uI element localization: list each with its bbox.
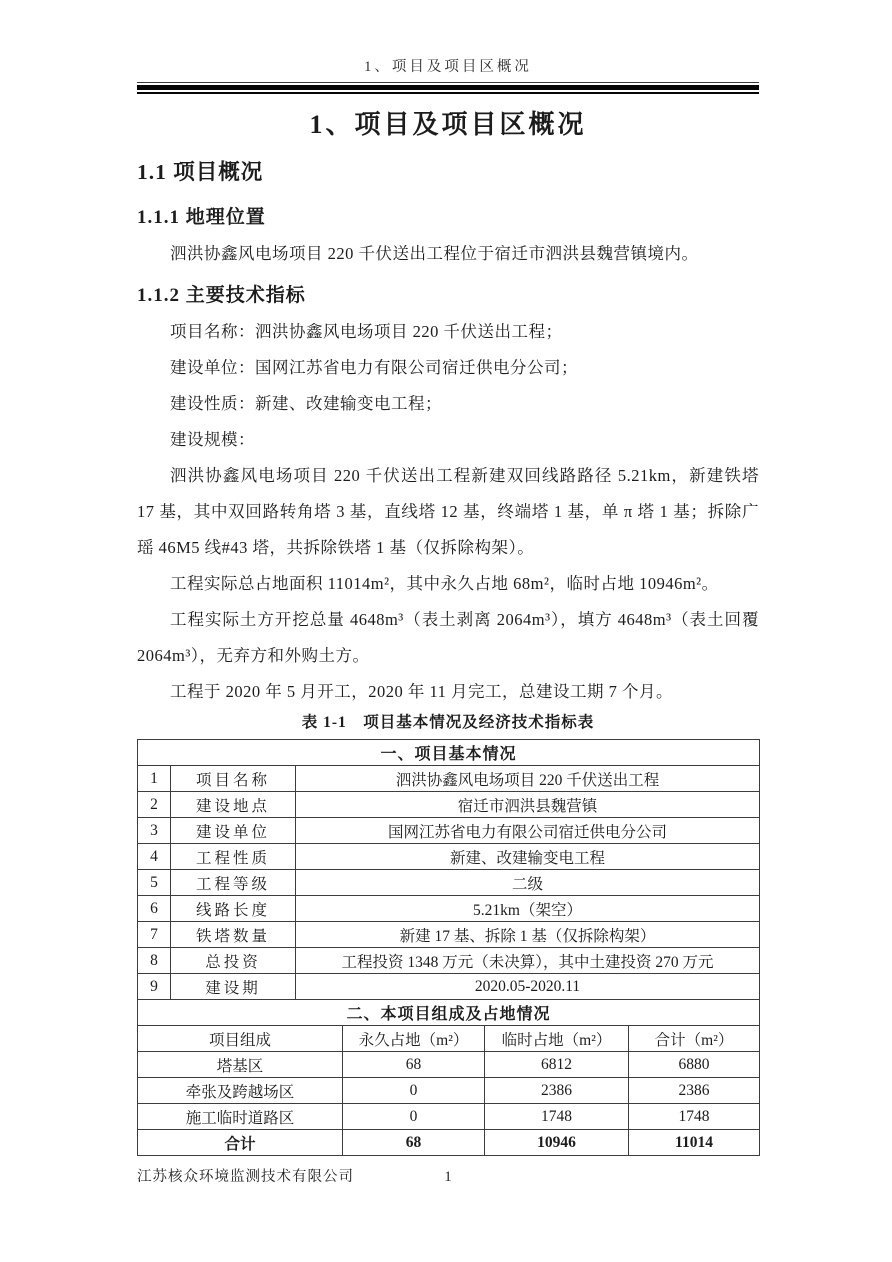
table-row — [138, 870, 760, 896]
land-name-cell: 牵张及跨越场区 — [138, 1078, 343, 1104]
row-number-cell: 3 — [138, 818, 171, 844]
row-label-cell: 项目名称 — [171, 766, 296, 792]
land-temporary-cell: 6812 — [485, 1052, 629, 1078]
row-value-cell: 新建、改建输变电工程 — [296, 844, 760, 870]
header-rule-thin — [137, 92, 759, 94]
heading-1-1-1: 1.1.1 地理位置 — [137, 207, 266, 228]
row-number-cell: 7 — [138, 922, 171, 948]
total-temporary-cell: 10946 — [485, 1130, 629, 1156]
spec-line-project-name: 项目名称：泗洪协鑫风电场项目 220 千伏送出工程； — [170, 322, 563, 341]
land-name-cell: 塔基区 — [138, 1052, 343, 1078]
header-rule-thick — [137, 85, 759, 90]
table-land-occupation — [137, 999, 760, 1156]
table-row — [138, 896, 760, 922]
table-header-row — [138, 1026, 760, 1052]
row-label-cell: 总投资 — [171, 948, 296, 974]
column-header-component: 项目组成 — [138, 1026, 343, 1052]
land-permanent-cell: 68 — [343, 1052, 485, 1078]
row-number-cell: 6 — [138, 896, 171, 922]
table-row — [138, 948, 760, 974]
table-row — [138, 792, 760, 818]
row-number-cell: 4 — [138, 844, 171, 870]
paragraph-location: 泗洪协鑫风电场项目 220 千伏送出工程位于宿迁市泗洪县魏营镇境内。 — [170, 244, 699, 263]
land-temporary-cell: 2386 — [485, 1078, 629, 1104]
running-header: 1、项目及项目区概况 — [137, 57, 759, 83]
row-value-cell: 5.21km（架空） — [296, 896, 760, 922]
row-label-cell: 建设地点 — [171, 792, 296, 818]
total-total-cell: 11014 — [629, 1130, 760, 1156]
footer-company-name: 江苏核众环境监测技术有限公司 — [137, 1169, 354, 1185]
section-header-land: 二、本项目组成及占地情况 — [138, 1000, 760, 1026]
table-section-row — [138, 1000, 760, 1026]
row-number-cell: 2 — [138, 792, 171, 818]
row-number-cell: 1 — [138, 766, 171, 792]
land-permanent-cell: 0 — [343, 1104, 485, 1130]
table-row — [138, 922, 760, 948]
row-number-cell: 8 — [138, 948, 171, 974]
table-row — [138, 1104, 760, 1130]
column-header-total: 合计（m²） — [629, 1026, 760, 1052]
land-total-cell: 2386 — [629, 1078, 760, 1104]
row-label-cell: 工程性质 — [171, 844, 296, 870]
table-row — [138, 766, 760, 792]
table-section-row — [138, 740, 760, 766]
row-label-cell: 建设期 — [171, 974, 296, 1000]
row-value-cell: 泗洪协鑫风电场项目 220 千伏送出工程 — [296, 766, 760, 792]
table-row — [138, 818, 760, 844]
paragraph-land-area: 工程实际总占地面积 11014m²，其中永久占地 68m²，临时占地 10946m²。 — [170, 574, 719, 593]
paragraph-earthwork: 工程实际土方开挖总量 4648m³（表土剥离 2064m³），填方 4648m³（表土回覆 2064m³），无弃方和外购土方。 — [137, 610, 759, 665]
row-label-cell: 工程等级 — [171, 870, 296, 896]
spec-line-nature: 建设性质：新建、改建输变电工程； — [170, 394, 442, 413]
table-row — [138, 974, 760, 1000]
row-value-cell: 宿迁市泗洪县魏营镇 — [296, 792, 760, 818]
table-row — [138, 844, 760, 870]
row-label-cell: 线路长度 — [171, 896, 296, 922]
page-footer — [137, 1167, 759, 1187]
row-number-cell: 5 — [138, 870, 171, 896]
column-header-temporary: 临时占地（m²） — [485, 1026, 629, 1052]
row-label-cell: 建设单位 — [171, 818, 296, 844]
row-value-cell: 2020.05-2020.11 — [296, 974, 760, 1000]
page-title: 1、项目及项目区概况 — [309, 110, 587, 139]
row-value-cell: 二级 — [296, 870, 760, 896]
heading-1-1: 1.1 项目概况 — [137, 160, 264, 184]
page-content — [137, 0, 759, 1156]
spec-line-scale-label: 建设规模： — [170, 430, 255, 449]
land-name-cell: 施工临时道路区 — [138, 1104, 343, 1130]
row-value-cell: 新建 17 基、拆除 1 基（仅拆除构架） — [296, 922, 760, 948]
heading-1-1-2: 1.1.2 主要技术指标 — [137, 285, 306, 306]
land-permanent-cell: 0 — [343, 1078, 485, 1104]
total-permanent-cell: 68 — [343, 1130, 485, 1156]
column-header-permanent: 永久占地（m²） — [343, 1026, 485, 1052]
spec-line-owner: 建设单位：国网江苏省电力有限公司宿迁供电分公司； — [170, 358, 578, 377]
table-row — [138, 1078, 760, 1104]
paragraph-scale: 泗洪协鑫风电场项目 220 千伏送出工程新建双回线路路径 5.21km，新建铁塔 17 基，其中双回路转角塔 3 基，直线塔 12 基，终端塔 1 基，单 π 塔 1 基；拆除广瑶 46M5 线#43 塔，共拆除铁塔 1 基（仅拆除构架）。 — [137, 466, 759, 557]
land-temporary-cell: 1748 — [485, 1104, 629, 1130]
row-value-cell: 国网江苏省电力有限公司宿迁供电分公司 — [296, 818, 760, 844]
row-label-cell: 铁塔数量 — [171, 922, 296, 948]
land-total-cell: 1748 — [629, 1104, 760, 1130]
table-row — [138, 1052, 760, 1078]
table-caption: 表 1-1 项目基本情况及经济技术指标表 — [301, 714, 595, 731]
land-total-cell: 6880 — [629, 1052, 760, 1078]
paragraph-schedule: 工程于 2020 年 5 月开工，2020 年 11 月完工，总建设工期 7 个月。 — [170, 682, 674, 701]
row-number-cell: 9 — [138, 974, 171, 1000]
table-total-row — [138, 1130, 760, 1156]
table-basic-info — [137, 739, 760, 1000]
total-label-cell: 合计 — [138, 1130, 343, 1156]
footer-page-number: 1 — [444, 1169, 452, 1185]
section-header-basic: 一、项目基本情况 — [138, 740, 760, 766]
row-value-cell: 工程投资 1348 万元（未决算），其中土建投资 270 万元 — [296, 948, 760, 974]
